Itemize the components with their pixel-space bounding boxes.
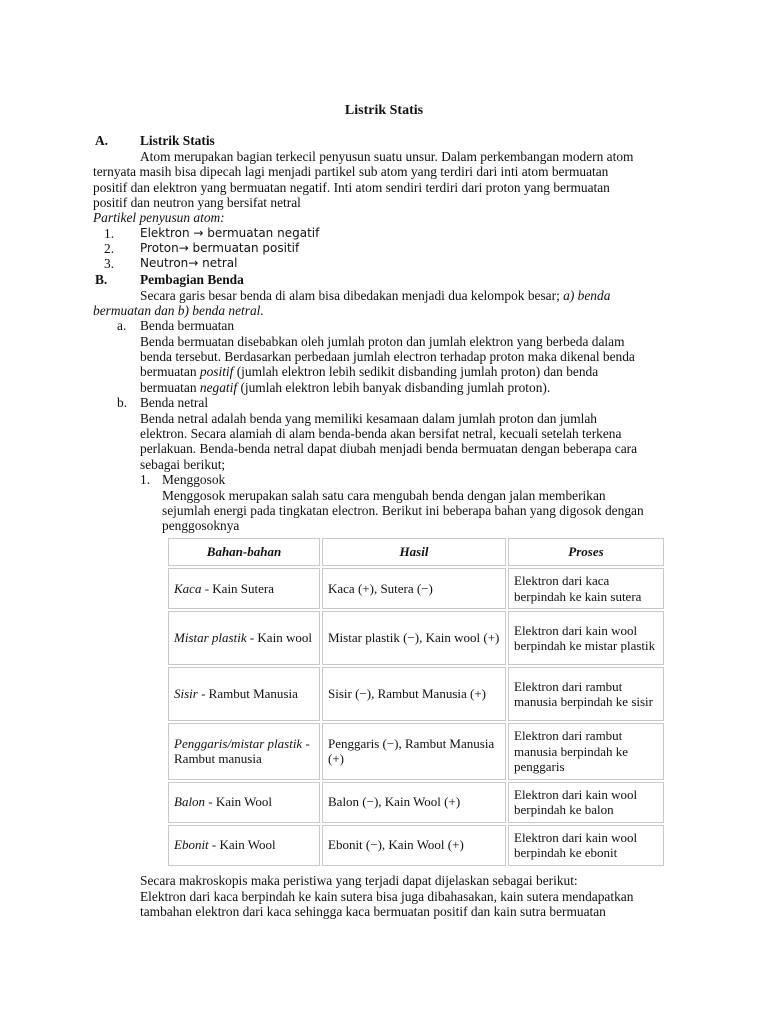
- material-rest: - Kain Wool: [208, 837, 276, 853]
- text-span: (jumlah elektron lebih sedikit disbanding jumlah proton) dan benda: [236, 364, 599, 379]
- section-b-heading: Pembagian Benda: [140, 272, 244, 287]
- cell-proses: Elektron dari kain wool berpindah ke ebonit: [508, 825, 664, 866]
- table-row: [168, 825, 664, 866]
- subsection-a-line-4: [140, 380, 550, 396]
- cell-hasil: Sisir (−), Rambut Manusia (+): [322, 667, 506, 721]
- section-a-heading: Listrik Statis: [140, 133, 215, 148]
- subsection-b-line-3: perlakuan. Benda-benda netral dapat diubah menjadi benda bermuatan dengan beberapa cara: [140, 441, 638, 456]
- page-title: Listrik Statis: [344, 103, 424, 118]
- subsection-b-letter: b.: [117, 395, 128, 410]
- table-row: [168, 723, 664, 780]
- subsection-b-line-2: elektron. Secara alamiah di alam benda-benda akan bersifat netral, kecuali setelah terkena: [140, 426, 622, 441]
- material-italic: Sisir: [174, 686, 198, 702]
- cell-proses: Elektron dari kain wool berpindah ke mistar plastik: [508, 611, 664, 665]
- cell-hasil: Balon (−), Kain Wool (+): [322, 782, 506, 823]
- method-1-number: 1.: [140, 472, 151, 487]
- section-b-intro-line-2: bermuatan dan b) benda netral.: [93, 303, 264, 318]
- method-1-title: Menggosok: [162, 472, 226, 487]
- section-a-para-line-4: positif dan neutron yang bersifat netral: [93, 195, 301, 210]
- method-1-line-3: penggosoknya: [162, 518, 240, 533]
- cell-hasil: Kaca (+), Sutera (−): [322, 568, 506, 609]
- particle-2-text: Proton→ bermuatan positif: [140, 241, 300, 255]
- material-rest: - Rambut manusia: [174, 735, 310, 767]
- cell-bahan: [168, 782, 320, 823]
- cell-hasil: Ebonit (−), Kain Wool (+): [322, 825, 506, 866]
- subsection-a-title: Benda bermuatan: [140, 318, 235, 333]
- italic-term: positif: [199, 364, 234, 379]
- particle-1-number: 1.: [104, 226, 115, 241]
- material-italic: Balon: [174, 794, 206, 810]
- header-bahan: Bahan-bahan: [168, 538, 320, 566]
- cell-proses: Elektron dari rambut manusia berpindah ke sisir: [508, 667, 664, 721]
- particles-label: Partikel penyusun atom:: [93, 210, 225, 225]
- subsection-a-line-3: [140, 364, 675, 380]
- intro-italic: a) benda: [563, 288, 611, 303]
- method-1-line-1: Menggosok merupakan salah satu cara mengubah benda dengan jalan memberikan: [162, 488, 606, 503]
- table-header-row: [168, 538, 664, 566]
- subsection-a-line-2: benda tersebut. Berdasarkan perbedaan jumlah electron terhadap proton maka dikenal benda: [140, 349, 635, 364]
- cell-bahan: [168, 723, 320, 780]
- particle-3-number: 3.: [104, 256, 115, 271]
- cell-proses: Elektron dari kain wool berpindah ke balon: [508, 782, 664, 823]
- material-italic: Ebonit: [174, 837, 209, 853]
- header-hasil: Hasil: [322, 538, 506, 566]
- text-span: (jumlah elektron lebih banyak disbanding jumlah proton).: [240, 380, 551, 395]
- header-proses: Proses: [508, 538, 664, 566]
- section-b-number: B.: [95, 272, 108, 287]
- cell-hasil: Penggaris (−), Rambut Manusia (+): [322, 723, 506, 780]
- subsection-b-line-1: Benda netral adalah benda yang memiliki kesamaan dalam jumlah proton dan jumlah: [140, 411, 597, 426]
- cell-bahan: [168, 568, 320, 609]
- particle-1-text: Elektron → bermuatan negatif: [140, 226, 320, 240]
- particle-3-text: Neutron→ netral: [140, 256, 238, 270]
- table-row: [168, 611, 664, 665]
- subsection-b-title: Benda netral: [140, 395, 209, 410]
- section-a-para-line-2: ternyata masih bisa dipecah lagi menjadi partikel sub atom yang terdiri dari inti atom bermuatan: [93, 164, 609, 179]
- cell-hasil: Mistar plastik (−), Kain wool (+): [322, 611, 506, 665]
- closing-line-1: Secara makroskopis maka peristiwa yang terjadi dapat dijelaskan sebagai berikut:: [140, 873, 578, 888]
- cell-bahan: [168, 825, 320, 866]
- material-italic: Penggaris/mistar plastik: [174, 735, 303, 751]
- subsection-b-line-4: sebagai berikut;: [140, 457, 226, 472]
- cell-bahan: [168, 667, 320, 721]
- text-span: bermuatan: [140, 380, 197, 395]
- material-rest: - Rambut Manusia: [197, 686, 298, 702]
- material-rest: - Kain Wool: [205, 794, 273, 810]
- intro-text: Secara garis besar benda di alam bisa dibedakan menjadi dua kelompok besar;: [140, 288, 560, 303]
- materials-table: [166, 536, 666, 868]
- section-a-para-line-1: Atom merupakan bagian terkecil penyusun suatu unsur. Dalam perkembangan modern atom: [140, 149, 634, 164]
- subsection-a-letter: a.: [117, 318, 127, 333]
- table-row: [168, 568, 664, 609]
- table-row: [168, 782, 664, 823]
- text-span: bermuatan: [140, 364, 197, 379]
- closing-line-2: Elektron dari kaca berpindah ke kain sutera bisa juga dibahasakan, kain sutera mendapatkan: [140, 889, 634, 904]
- section-b-intro-line-1: [140, 288, 675, 304]
- italic-term: negatif: [199, 380, 238, 395]
- material-italic: Kaca: [174, 580, 202, 596]
- cell-proses: Elektron dari rambut manusia berpindah ke penggaris: [508, 723, 664, 780]
- material-rest: - Kain wool: [246, 630, 312, 646]
- cell-bahan: [168, 611, 320, 665]
- particle-2-number: 2.: [104, 241, 115, 256]
- material-rest: - Kain Sutera: [201, 580, 275, 596]
- section-a-para-line-3: positif dan elektron yang bermuatan negatif. Inti atom sendiri terdiri dari proton yang bermuatan: [93, 180, 610, 195]
- cell-proses: Elektron dari kaca berpindah ke kain sutera: [508, 568, 664, 609]
- closing-line-3: tambahan elektron dari kaca sehingga kaca bermuatan positif dan kain sutra bermuatan: [140, 904, 606, 919]
- table-row: [168, 667, 664, 721]
- material-italic: Mistar plastik: [174, 630, 247, 646]
- method-1-line-2: sejumlah energi pada tingkatan electron. Berikut ini beberapa bahan yang digosok dengan: [162, 503, 644, 518]
- section-a-number: A.: [95, 133, 109, 148]
- subsection-a-line-1: Benda bermuatan disebabkan oleh jumlah proton dan jumlah elektron yang berbeda dalam: [140, 334, 625, 349]
